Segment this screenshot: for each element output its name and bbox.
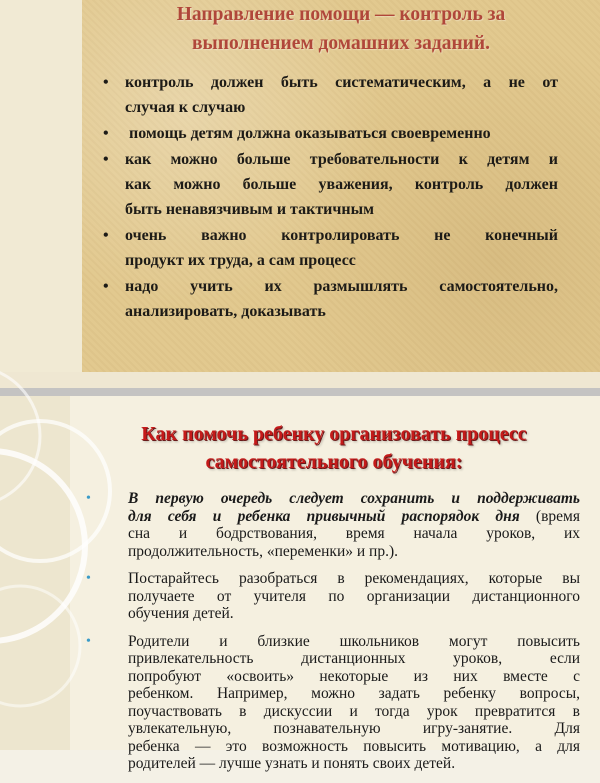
list-item-line: случая к случаю [125,99,246,116]
list-item-line [128,508,580,526]
list-item-line: надо учить их размышлять самостоятельно, [125,278,558,295]
bullet-icon: • [103,278,109,295]
list-item-line: сна и бодрствования, время начала уроков, их [128,525,580,542]
list-item-line: Постарайтесь разобраться в рекомендациях, которые вы [128,570,580,587]
slide2-title-line: Как помочь ребенку организовать процесс [141,423,527,445]
list-item-line: быть ненавязчивым и тактичным [125,201,375,218]
list-item-line: как можно больше требовательности к детям и [125,151,558,168]
list-item [103,223,558,273]
emphasis-text: для себя и ребенка привычный распорядок дня [128,507,520,525]
bullet-icon: • [86,571,91,586]
list-item-line: продолжительность, «переменки» и пр.). [128,542,398,560]
list-item-line: ребенка — это возможность повысить мотивацию, а для [128,737,580,755]
bullet-icon: • [103,227,109,244]
slide1-title [82,0,600,58]
slide-separator [0,388,600,396]
list-item-line: привлекательность дистанционных уроков, если [128,650,580,667]
list-item [86,490,580,560]
list-item-line: увлекательную, познавательную игру-занятие. Для [128,720,580,737]
list-item-line: продукт их труда, а сам процесс [125,252,356,269]
bullet-icon: • [86,633,91,649]
list-item [103,274,558,324]
list-item [103,70,558,120]
list-item-line: В первую очередь следует сохранить и поддерживать [128,490,580,507]
list-item-line: анализировать, доказывать [125,303,326,320]
list-item [86,570,580,623]
list-item-line: как можно больше уважения, контроль должен [125,176,558,193]
plain-text: (время [519,507,580,525]
bullet-icon: • [103,125,109,142]
list-item [103,147,558,222]
slide-left-margin [0,0,82,388]
list-item-line: ребенком. Например, можно задать ребенку вопросы, [128,685,580,702]
slide2-bullet-list [86,490,580,783]
list-item-line: Родители и близкие школьников могут повысить [128,632,580,650]
list-item [86,633,580,773]
bullet-icon: • [103,74,109,91]
bullet-icon: • [103,151,109,168]
list-item-line: поучаствовать в дискуссии и тогда урок превратится в [128,702,580,720]
slide1-title-line: выполнением домашних заданий. [191,33,491,54]
slide-homework-control [0,0,600,388]
list-item-line: обучения детей. [128,605,234,622]
slide2-title-line: самостоятельного обучения: [205,451,463,473]
list-item-line: родителей — лучше узнать и понять своих детей. [128,755,456,772]
slide2-title [84,420,584,476]
bullet-icon: • [86,491,91,506]
list-item-line: попробуют «освоить» некоторые из них вместе с [128,667,580,685]
list-item-line: контроль должен быть систематическим, а не от [125,74,558,91]
list-item-line: получаете от учителя по организации дистанционного [128,587,580,605]
slide-bottom-margin [0,372,600,388]
list-item [103,121,558,146]
slide1-title-line: Направление помощи — контроль за [176,4,506,25]
list-item-line: помощь детям должна оказываться своевременно [129,125,491,142]
slide-self-study [0,396,600,772]
slide1-bullet-list [103,70,558,325]
list-item-line: очень важно контролировать не конечный [125,227,558,244]
